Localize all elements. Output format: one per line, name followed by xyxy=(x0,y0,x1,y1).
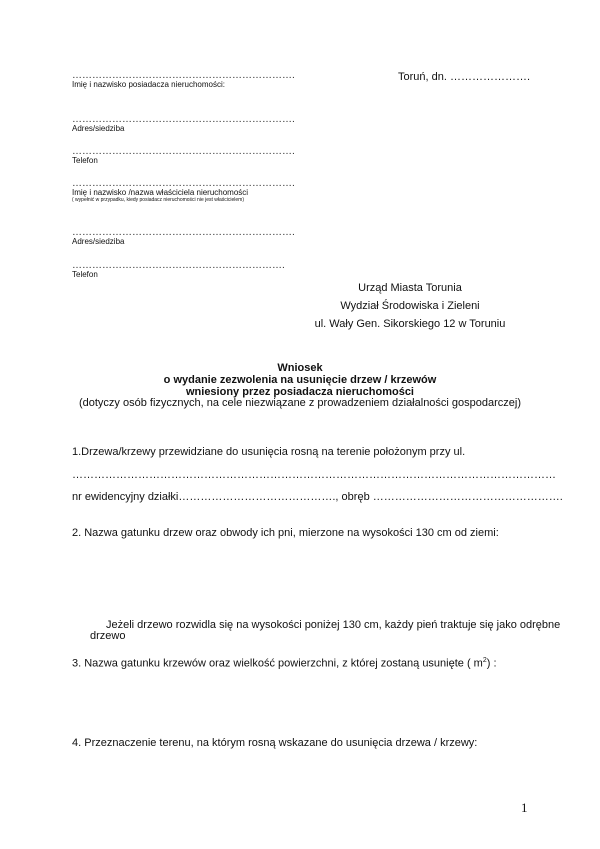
owner-address-line[interactable]: …………………………………………………………. xyxy=(72,227,295,238)
section-2-text: 2. Nazwa gatunku drzew oraz obwody ich pni, mierzone na wysokości 130 cm od ziemi: xyxy=(72,527,499,539)
recipient-line-2: Wydział Środowiska i Zieleni xyxy=(340,300,480,312)
section-1-text: 1.Drzewa/krzewy przewidziane do usunięcia rosną na terenie położonym przy ul. xyxy=(72,446,466,458)
owner-name-label: Imię i nazwisko /nazwa właściciela nieruchomości xyxy=(72,188,249,197)
applicant-name-label: Imię i nazwisko posiadacza nieruchomości: xyxy=(72,80,225,89)
applicant-phone-label: Telefon xyxy=(72,156,98,165)
recipient-line-1: Urząd Miasta Torunia xyxy=(358,282,462,294)
owner-phone-line[interactable]: ………………………………………………………. xyxy=(72,260,285,271)
section-3-text-main: 3. Nazwa gatunku krzewów oraz wielkość powierzchni, z której zostaną usunięte ( m xyxy=(72,657,483,670)
owner-note: ( wypełnić w przypadku, kiedy posiadacz nieruchomości nie jest właścicielem) xyxy=(72,197,245,203)
place-date[interactable]: Toruń, dn. …………………. xyxy=(398,71,531,83)
section-2-note-line-2: drzewo xyxy=(90,630,126,642)
section-1-plot-line[interactable]: nr ewidencyjny działki……………………………………., obręb ……………………………………………. xyxy=(72,491,563,503)
applicant-name-line[interactable]: …………………………………………………………. xyxy=(72,70,295,81)
applicant-phone-line[interactable]: …………………………………………………………. xyxy=(72,146,295,157)
owner-name-line[interactable]: …………………………………………………………. xyxy=(72,178,295,189)
recipient-line-3: ul. Wały Gen. Sikorskiego 12 w Toruniu xyxy=(314,318,506,330)
section-3-text-end: ) : xyxy=(486,657,497,670)
applicant-address-line[interactable]: …………………………………………………………. xyxy=(72,114,295,125)
section-4-text: 4. Przeznaczenie terenu, na którym rosną wskazane do usunięcia drzewa / krzewy: xyxy=(72,737,478,749)
applicant-address-label: Adres/siedziba xyxy=(72,124,125,133)
section-3-text xyxy=(72,657,497,670)
section-1-street-line[interactable]: …………………………………………………………………………………………………………………… xyxy=(72,469,556,481)
form-title: Wniosek xyxy=(277,362,323,374)
section-3-superscript: 2 xyxy=(482,657,487,664)
form-subtitle-1: o wydanie zezwolenia na usunięcie drzew / krzewów xyxy=(163,374,437,386)
page-number: 1 xyxy=(521,800,528,815)
owner-phone-label: Telefon xyxy=(72,270,98,279)
form-subtitle-3: (dotyczy osób fizycznych, na cele niezwiązane z prowadzeniem działalności gospodarczej) xyxy=(78,397,522,409)
form-subtitle-2: wniesiony przez posiadacza nieruchomości xyxy=(185,386,414,398)
owner-address-label: Adres/siedziba xyxy=(72,237,125,246)
section-2-note-line-1: Jeżeli drzewo rozwidla się na wysokości poniżej 130 cm, każdy pień traktuje się jako odrębne xyxy=(106,619,561,631)
